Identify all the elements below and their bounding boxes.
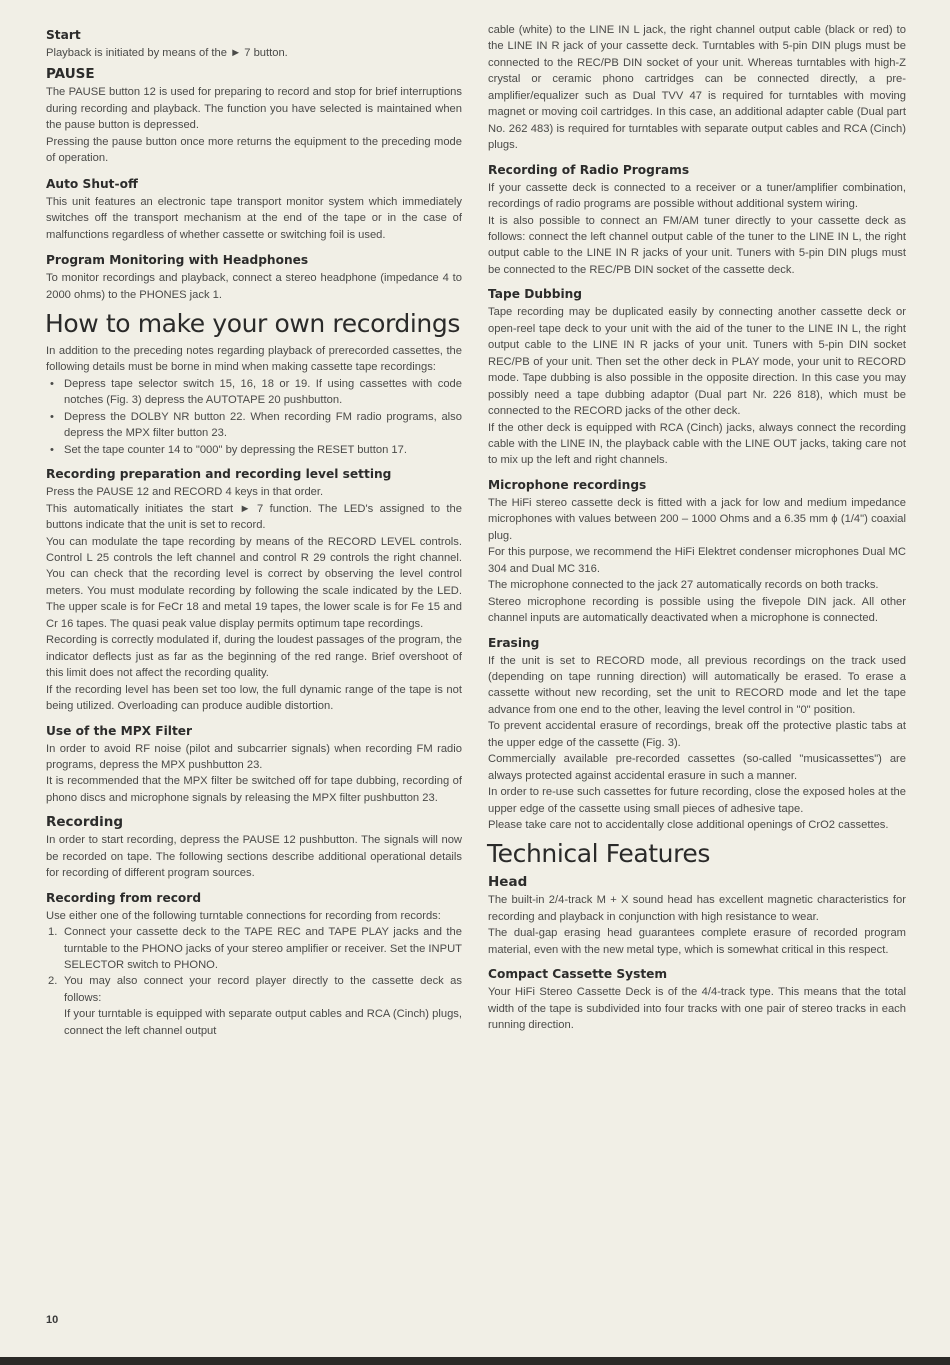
head-heading: Head bbox=[488, 874, 528, 891]
erasing-text-3: Commercially available pre-recorded cassettes (so-called "musicassettes") are always protected against accidental erasure in such a manner. bbox=[488, 753, 906, 782]
microphone-text-4: Stereo microphone recording is possible using the fivepole DIN jack. All other channel inputs are automatically deactivated when a microphone is connected. bbox=[488, 595, 906, 625]
start-text: Playback is initiated by means of the ► 7 button. bbox=[46, 47, 288, 59]
list-item: • Depress the DOLBY NR button 22. When recording FM radio programs, also depress the MPX filter button 23. bbox=[50, 410, 462, 440]
microphone-text-3: The microphone connected to the jack 27 automatically records on both tracks. bbox=[488, 579, 879, 592]
auto-shutoff-heading: Auto Shut-off bbox=[46, 176, 138, 191]
recording-preparation-heading: Recording preparation and recording level setting bbox=[46, 467, 392, 482]
compact-cassette-heading: Compact Cassette System bbox=[488, 967, 668, 982]
section-title-technical: Technical Features bbox=[487, 839, 711, 869]
recordings-bullet-list bbox=[46, 376, 462, 458]
recording-preparation-text-4: Recording is correctly modulated if, during the loudest passages of the program, the indicator deflects just as far as the beginning of the red range. Brief overshoot of this limit does not affect the recording quality. bbox=[46, 634, 462, 680]
erasing-text-2: To prevent accidental erasure of recordings, break off the protective plastic tabs at the upper edge of the cassette (Fig. 3). bbox=[488, 720, 906, 749]
tape-dubbing-text-1: Tape recording may be duplicated easily by connecting another cassette deck or open-reel tape deck to your unit with the aid of the tuner to the LINE IN L, the right output cable to the LINE IN R jacks of your unit. Tuners with 5-pin DIN socket REC/PB of your unit. Then set the other deck in PLAY mode, your unit to RECORD mode. Tape dubbing is also possible in the opposite direction. In this case you may possibly need a tape dubbing adaptor (Dual part Nr. 226 818), which must be connected to the RECORD jacks of the other deck. bbox=[488, 306, 906, 418]
start-heading: Start bbox=[46, 28, 81, 42]
compact-cassette-text: Your HiFi Stereo Cassette Deck is of the 4/4-track type. This means that the total width of the tape is subdivided into four tracks with one pair of stereo tracks in each running direction. bbox=[488, 986, 906, 1032]
radio-recording-text-2: It is also possible to connect an FM/AM tuner directly to your cassette deck as follows: connect the left channel output cable of the tuner to the LINE IN L, the right output cable to the LINE IN R jacks of your unit. Tuners with 5-pin DIN plugs must be connected to the REC/PB DIN socket of the cassette deck. bbox=[488, 214, 906, 276]
pause-text-2: Pressing the pause button once more returns the equipment to the preceding mode of operation. bbox=[46, 135, 462, 165]
list-item: 1. Connect your cassette deck to the TAPE REC and TAPE PLAY jacks and the turntable to the PHONO jacks of your stereo amplifier or receiver. Set the INPUT SELECTOR switch to PHONO. bbox=[48, 926, 462, 972]
recordings-intro-text: In addition to the preceding notes regarding playback of prerecorded cassettes, the following details must be borne in mind when making cassette tape recordings: bbox=[46, 344, 462, 374]
turntable-connection-subtext: If your turntable is equipped with separate output cables and RCA (Cinch) plugs, connect the left channel output bbox=[64, 1008, 462, 1037]
mpx-filter-text-1: In order to avoid RF noise (pilot and subcarrier signals) when recording FM radio programs, depress the MPX pushbutton 23. bbox=[46, 742, 462, 771]
pause-heading: PAUSE bbox=[46, 66, 95, 83]
erasing-heading: Erasing bbox=[488, 635, 540, 650]
recording-preparation-text-1: Press the PAUSE 12 and RECORD 4 keys in that order. bbox=[46, 486, 324, 499]
page-bottom-edge bbox=[0, 1357, 950, 1365]
microphone-text-2: For this purpose, we recommend the HiFi Elektret condenser microphones Dual MC 304 and Dual MC 316. bbox=[488, 546, 906, 575]
recording-preparation-text-3: You can modulate the tape recording by means of the RECORD LEVEL controls. Control L 25 controls the left channel and control R 29 controls the right channel. You can check that the recording level is correct by observing the level control meters. You must modulate recording by following the scale indicated by the LED. The upper scale is for FeCr 18 and metal 19 tapes, the lower scale is for Fe 15 and Cr 16 tapes. The quasi peak value display permits optimum tape recordings. bbox=[46, 535, 462, 630]
microphone-text-1: The HiFi stereo cassette deck is fitted with a jack for low and medium impedance microphones with values between 200 – 1000 Ohms and a 6.35 mm ϕ (1/4") coaxial plug. bbox=[488, 496, 906, 542]
erasing-text-5: Please take care not to accidentally close additional openings of CrO2 cassettes. bbox=[488, 819, 889, 832]
microphone-heading: Microphone recordings bbox=[488, 477, 647, 492]
list-item: • Set the tape counter 14 to "000" by depressing the RESET button 17. bbox=[50, 443, 407, 456]
erasing-text-4: In order to re-use such cassettes for future recording, close the exposed holes at the upper edge of the cassette using small pieces of adhesive tape. bbox=[488, 786, 906, 815]
recording-preparation-text-5: If the recording level has been set too low, the full dynamic range of the tape is not being utilized. Overloading can produce audible distortion. bbox=[46, 683, 462, 713]
mpx-filter-heading: Use of the MPX Filter bbox=[46, 723, 193, 738]
turntable-connection-list bbox=[46, 924, 462, 1006]
auto-shutoff-text: This unit features an electronic tape transport monitor system which immediately switches off the transport mechanism at the end of the tape or in the case of malfunctions regardless of whether cassette or switching foil is used. bbox=[46, 195, 462, 241]
list-item: 2. You may also connect your record player directly to the cassette deck as follows: bbox=[48, 975, 462, 1004]
head-text-1: The built-in 2/4-track M + X sound head has excellent magnetic characteristics for recording and playback in conjunction with high resistance to wear. bbox=[488, 894, 906, 923]
pause-text-1: The PAUSE button 12 is used for preparing to record and stop for brief interruptions during recording and playback. The function you have selected is maintained when the pause button is depressed. bbox=[46, 86, 462, 132]
tape-dubbing-heading: Tape Dubbing bbox=[488, 287, 583, 302]
mpx-filter-text-2: It is recommended that the MPX filter be switched off for tape dubbing, recording of phono discs and microphone signals by releasing the MPX filter pushbutton 23. bbox=[46, 775, 462, 804]
list-item: • Depress tape selector switch 15, 16, 18 or 19. If using cassettes with code notches (Fig. 3) depress the AUTOTAPE 20 pushbutton. bbox=[50, 377, 462, 407]
radio-recording-text-1: If your cassette deck is connected to a receiver or a tuner/amplifier combination, recordings of radio programs are possible without additional system wiring. bbox=[488, 181, 906, 211]
recording-text: In order to start recording, depress the PAUSE 12 pushbutton. The signals will now be recorded on tape. The following sections describe additional operational details for recording of different program sources. bbox=[46, 834, 462, 880]
radio-recording-heading: Recording of Radio Programs bbox=[488, 162, 690, 177]
section-title-recordings: How to make your own recordings bbox=[45, 308, 460, 338]
recording-preparation-text-2: This automatically initiates the start ► 7 function. The LED's assigned to the buttons indicate that the unit is set to record. bbox=[46, 502, 462, 532]
headphone-monitoring-heading: Program Monitoring with Headphones bbox=[46, 253, 309, 268]
recording-from-record-text: Use either one of the following turntable connections for recording from records: bbox=[46, 909, 441, 922]
erasing-text-1: If the unit is set to RECORD mode, all previous recordings on the track used (depending on tape running direction) will automatically be erased. To erase a cassette without new recording, set the unit to RECORD mode and let the tape advance from one end to the other, leaving the level control in "0" position. bbox=[488, 654, 906, 716]
continued-text: cable (white) to the LINE IN L jack, the right channel output cable (black or red) to the LINE IN R jack of your cassette deck. Turntables with 5-pin DIN plugs must be connected to the REC/PB DIN socket of your unit. Whereas turntables with high-Z crystal or ceramic phono cartridges can be connected directly, a pre-amplifier/equalizer such as Dual TVV 47 is required for turntables with moving magnet or moving coil cartridges. In this case, an additional adapter cable (Dual part No. 262 483) is required for turntables with separate output cables and RCA (Cinch) plugs. bbox=[488, 24, 906, 152]
right-column bbox=[488, 22, 906, 1034]
head-text-2: The dual-gap erasing head guarantees complete erasure of recorded program material, even with the new metal type, which is somewhat critical in this respect. bbox=[488, 927, 906, 956]
page-number: 10 bbox=[46, 1314, 59, 1326]
headphone-monitoring-text: To monitor recordings and playback, connect a stereo headphone (impedance 4 to 2000 ohms) to the PHONES jack 1. bbox=[46, 272, 462, 301]
tape-dubbing-text-2: If the other deck is equipped with RCA (Cinch) jacks, always connect the recording cable with the LINE IN, the playback cable with the LINE OUT jacks, taking care not to mix up the left and right channels. bbox=[488, 421, 906, 467]
left-column bbox=[46, 22, 462, 1039]
recording-heading: Recording bbox=[46, 814, 124, 831]
recording-from-record-heading: Recording from record bbox=[46, 890, 202, 905]
